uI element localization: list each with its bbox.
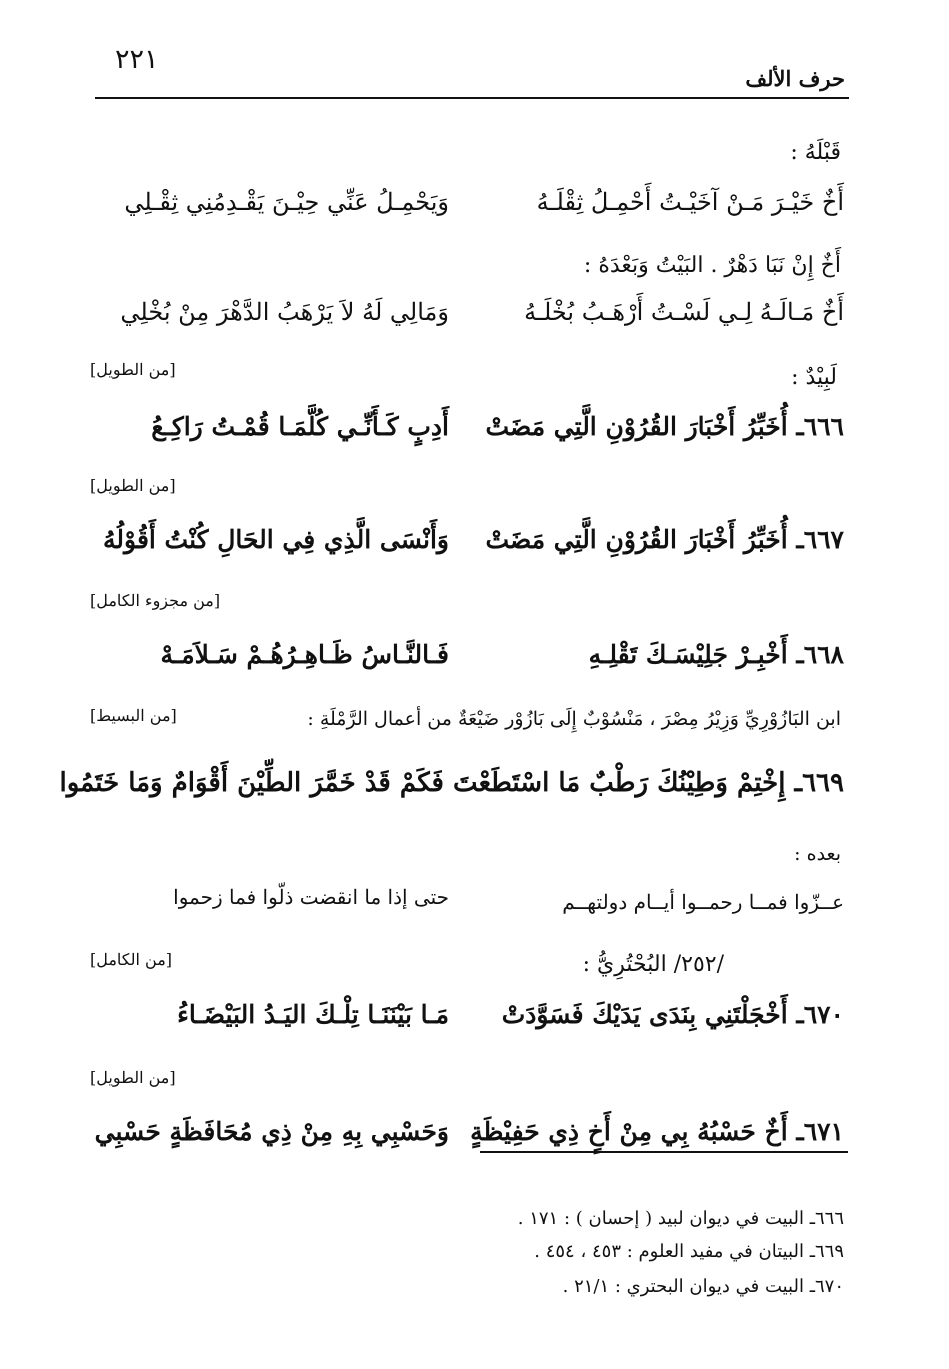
intro-line: قَبْلَهُ :: [790, 140, 841, 165]
verse-second-hemistich: حتى إذا ما انقضت ذلّوا فما زحموا: [173, 885, 449, 909]
page-number: ٢٢١: [115, 44, 159, 75]
verse-666-first-hemistich: ٦٦٦ـ أُخَبِّرُ أَخْبَارَ القُرُوْنِ الَّتِي مَضَتْ: [485, 412, 844, 441]
footnote: ٦٦٩ـ البيتان في مفيد العلوم : ٤٥٣ ، ٤٥٤ .: [534, 1241, 844, 1262]
verse-667-second-hemistich: وَأَنْسَى الَّذِي فِي الحَالِ كُنْتُ أَقُوْلُهُ: [103, 525, 449, 554]
verse-second-hemistich: وَمَالِي لَهُ لاَ يَرْهَبُ الدَّهْرَ مِنْ بُخْلِي: [120, 298, 449, 326]
verse-670-first-hemistich: ٦٧٠ـ أَخْجَلْتَنِي بِنَدَى يَدَيْكَ فَسَوَّدَتْ: [501, 1000, 844, 1029]
meter-label: [من الكامل]: [90, 950, 173, 969]
footnote: ٦٦٦ـ البيت في ديوان لبيد ( إحسان ) : ١٧١ .: [517, 1208, 844, 1229]
poet-name: لَبِيْدٌ :: [791, 365, 837, 390]
footnote: ٦٧٠ـ البيت في ديوان البحتري : ٢١/١ .: [562, 1276, 844, 1297]
verse-669: ٦٦٩ـ إِخْتِمْ وَطِيْنُكَ رَطْبٌ مَا اسْتَطَعْتَ فَكَمْ قَدْ خَمَّرَ الطِّيْنَ أَقْوَامٌ وَمَا خَتَمُوا: [59, 768, 844, 798]
verse-670-second-hemistich: مَـا بَيْنَنَـا تِلْـكَ اليَـدُ البَيْضَـاءُ: [177, 1000, 449, 1029]
verse-671-second-hemistich: وَحَسْبِي بِهِ مِنْ ذِي مُحَافَظَةٍ حَسْبِي: [94, 1117, 449, 1146]
header-rule: [95, 97, 849, 99]
verse-671-first-hemistich: ٦٧١ـ أَخٌ حَسْبُهُ بِي مِنْ أَخٍ ذِي حَفِيْظَةٍ: [470, 1117, 844, 1146]
chapter-title: حرف الألف: [745, 66, 845, 91]
verse-first-hemistich: أَخٌ مَـالَـهُ لِـي لَسْـتُ أَرْهَـبُ بُخْلَـهُ: [524, 298, 844, 326]
verse-666-second-hemistich: أَدِبٍ كَـأَنِّـي كُلَّمَـا قُمْـتُ رَاكِـعُ: [151, 412, 449, 441]
meter-label: [من الطويل]: [90, 1068, 176, 1087]
intro-line: بعده :: [794, 843, 841, 865]
verse-first-hemistich: أَخٌ خَيْـرَ مَـنْ آخَيْـتُ أَحْمِـلُ ثِقْلَـهُ: [536, 188, 844, 216]
verse-first-hemistich: عــزّوا فمــا رحمــوا أيــام دولتهــم: [562, 890, 844, 914]
intro-line: ابن البَازُوْرِيِّ وَزِيْرُ مِصْرَ ، مَنْسُوْبٌ إِلَى بَازُوْر ضَيْعَةٌ من أعمال الرَّمْلَةِ :: [307, 708, 841, 730]
meter-label: [من البسيط]: [90, 706, 177, 725]
poet-name: /٢٥٢/ البُحْتُرِيُّ :: [582, 952, 724, 977]
meter-label: [من الطويل]: [90, 476, 176, 495]
intro-line: أَخٌ إِنْ نَبَا دَهْرٌ . البَيْتُ وَبَعْدَهُ :: [583, 253, 841, 278]
verse-second-hemistich: وَيَحْمِـلُ عَنِّي حِيْـنَ يَقْـدِمُنِي ثِقْـلِي: [124, 188, 449, 216]
verse-668-second-hemistich: فَـالنَّـاسُ ظَـاهِـرُهُـمْ سَـلاَمَـهْ: [160, 640, 449, 669]
meter-label: [من مجزوء الكامل]: [90, 591, 221, 610]
page-header: [95, 40, 845, 96]
verse-668-first-hemistich: ٦٦٨ـ أَخْبِـرْ جَلِيْسَـكَ تَقْلِـهِ: [588, 640, 844, 669]
meter-label: [من الطويل]: [90, 360, 176, 379]
verse-667-first-hemistich: ٦٦٧ـ أُخَبِّرُ أَخْبَارَ القُرُوْنِ الَّتِي مَضَتْ: [485, 525, 844, 554]
footnote-rule: [480, 1151, 848, 1153]
